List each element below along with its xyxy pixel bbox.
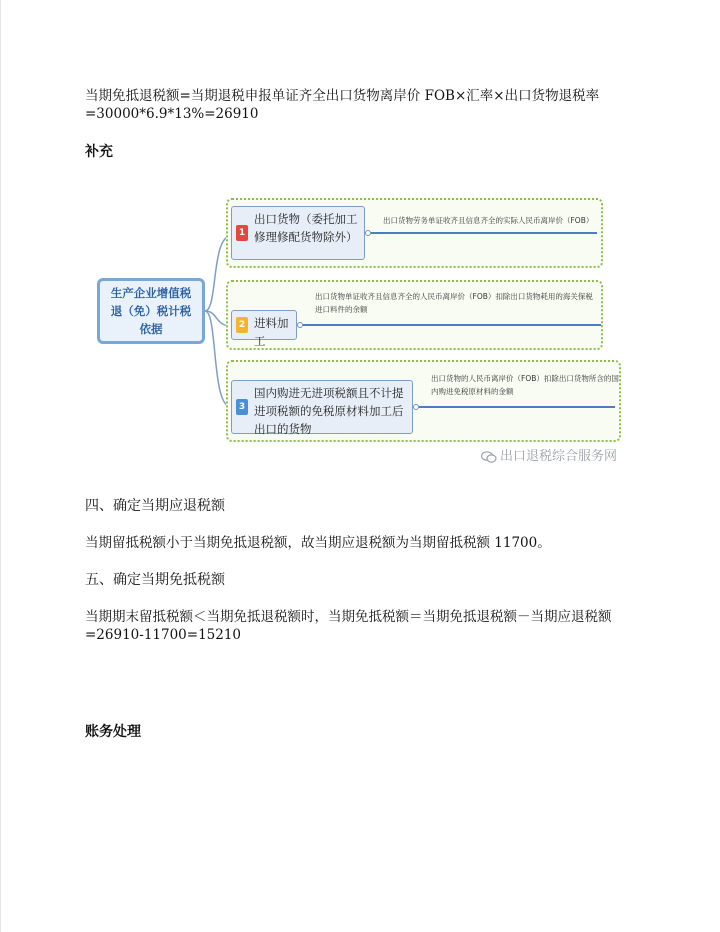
section-5-heading: 五、确定当期免抵税额 (85, 572, 225, 588)
formula-line-2: =30000*6.9*13%=26910 (85, 106, 259, 122)
page-border (0, 0, 1, 932)
branch-3-description: 出口货物的人民币离岸价（FOB）扣除出口货物所含的国内购进免税原材料的金额 (431, 374, 619, 396)
branch-1-node (231, 206, 365, 260)
section-5-calc: =26910-11700=15210 (85, 627, 242, 643)
branch-3-node (231, 380, 413, 434)
branch-2-node (231, 310, 297, 348)
watermark-text: 出口退税综合服务网 (500, 449, 618, 464)
branch-2-underline (303, 324, 601, 326)
branch-3-badge: 3 (236, 399, 248, 415)
watermark (481, 445, 617, 464)
section-5-text: 当期期末留抵税额＜当期免抵退税额时，当期免抵税额＝当期免抵退税额－当期应退税额 (85, 609, 612, 625)
branch-3-label: 国内购进无进项税额且不计提进项税额的免税原材料加工后出口的货物 (254, 386, 404, 436)
branch-1-label: 出口货物（委托加工修理修配货物除外） (254, 212, 358, 244)
accounting-heading: 账务处理 (85, 724, 141, 740)
branch-3-underline (419, 406, 615, 408)
branch-2-badge: 2 (236, 317, 248, 333)
section-4-heading: 四、确定当期应退税额 (85, 498, 225, 514)
branch-1-underline (371, 232, 597, 234)
mindmap-figure (93, 192, 638, 467)
supplement-heading: 补充 (85, 144, 113, 160)
branch-1-description: 出口货物劳务单证收齐且信息齐全的实际人民币离岸价（FOB） (383, 216, 594, 225)
section-4-text: 当期留抵税额小于当期免抵退税额，故当期应退税额为当期留抵税额 11700。 (85, 535, 551, 551)
root-node: 生产企业增值税退（免）税计税依据 (97, 278, 205, 344)
branch-2-description: 出口货物单证收齐且信息齐全的人民币离岸价（FOB）扣除出口货物耗用的海关保税进口料件的余额 (315, 292, 593, 314)
formula-line-1: 当期免抵退税额=当期退税申报单证齐全出口货物离岸价 FOB×汇率×出口货物退税率 (85, 88, 600, 104)
wechat-icon (481, 451, 497, 463)
branch-2-label: 进料加工 (254, 316, 289, 348)
branch-1-badge: 1 (236, 225, 248, 241)
